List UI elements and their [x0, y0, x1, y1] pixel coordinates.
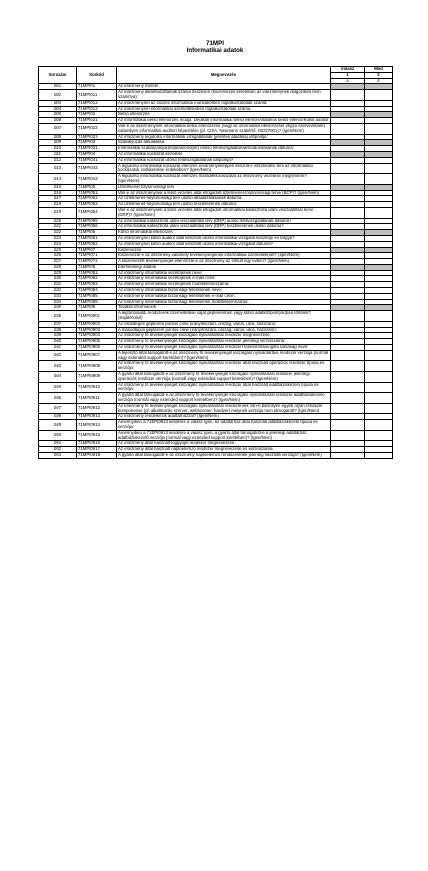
row-description: Az intézménynél az összes informatikai munkakörben foglalkoztatottak száma: [117, 100, 331, 106]
row-code: 71MPI04 [77, 151, 117, 157]
row-number: 003 [39, 100, 77, 106]
table-row [39, 420, 393, 431]
row-code: 71MPI06 [77, 230, 117, 236]
row-number: 030 [39, 276, 77, 282]
row-description: Az intézmény fő tevékenységét kiszolgáló nyilvántartási rendszer jelenlegi verziószáma: [117, 339, 331, 345]
mode-cell [365, 123, 393, 134]
row-description: Van-e az intézménynek a felső vezetés által elfogadott informatikai katasztrófa utáni visszaállítási terve (DRP)? (Igen/Nem) [117, 207, 331, 218]
row-code: 71MPI05 [77, 184, 117, 190]
row-number: 040 [39, 339, 77, 345]
row-description: Az informatikai katasztrófa utáni visszaállítási terv (DRP) utolsó felülvizsgálatának dátuma? [117, 218, 331, 224]
mode-cell [365, 163, 393, 174]
row-code: 71MPI0914 [77, 420, 117, 431]
mode-cell [365, 361, 393, 372]
row-code: 71MPI022 [77, 123, 117, 134]
row-description: Az intézmény informatikai biztonsági felelősének mobiltelefonszáma: [117, 299, 331, 305]
row-number: 011 [39, 151, 77, 157]
row-description: Van-e az intézménynek informatikai belső ellenőrzése (vagy az informatika ellenőrzését végző szervezetnek) valamilyen informatikai auditori képesítése (pl. CISA, Neumann szakértő, ISO27001)? (Igen/Nem) [117, 123, 331, 134]
row-code: 71MPI042 [77, 163, 117, 174]
answer-cell[interactable] [331, 90, 365, 101]
row-code: 71MPI0913 [77, 414, 117, 420]
table-row [39, 452, 393, 458]
mode-cell [365, 382, 393, 393]
row-code: 71MPI0904 [77, 333, 117, 339]
row-code: 71MPI0908 [77, 361, 117, 372]
answer-cell[interactable] [331, 393, 365, 404]
form-page [38, 40, 392, 459]
row-code: 71MPI083 [77, 282, 117, 288]
table-row [39, 90, 393, 101]
row-description: Külső informatikai ellenőrzés [117, 230, 331, 236]
row-number: 046 [39, 393, 77, 404]
table-body [39, 84, 393, 458]
table-row [39, 430, 393, 441]
mode-cell [365, 403, 393, 414]
header-valasz-num: 1 [331, 72, 365, 78]
row-description: Az intézménynél külső auditor által készített utolsó informatikai vizsgálat dátuma? [117, 241, 331, 247]
form-code: 71MPI [206, 40, 224, 47]
row-description: Belső ellenőrzés [117, 112, 331, 118]
row-description: A gyártó által támogatott-e az intézmény naplóelemző rendszerének jelenleg használt verziója? (Igen/Nem) [117, 452, 331, 458]
row-number: 035 [39, 305, 77, 311]
row-code: 71MPI054 [77, 207, 117, 218]
row-number: 053 [39, 452, 77, 458]
answer-cell[interactable] [331, 372, 365, 383]
table-row [39, 350, 393, 361]
row-description: Amennyiben a 71EPI0913 kérdésre a válasz Igen, a gyártó által támogatott-e a jelenlegi adattárház adatbáziskezelő verziója (normál vagy extended support keretében)? (Igen/Nem) [117, 430, 331, 441]
row-number: 027 [39, 259, 77, 265]
row-code: 71MPI0915 [77, 430, 117, 441]
row-number: 002 [39, 90, 77, 101]
row-number: 019 [39, 207, 77, 218]
row-description: Kiszervezte-e az intézmény valamely tevékenységének informatikai üzemeltetését? (Igen/Nem) [117, 253, 331, 259]
row-code: 71MPI0911 [77, 393, 117, 404]
row-description: Az elsődleges gépterem pontos címe (irányítószám, ország, város, utca, házszám): [117, 321, 331, 327]
row-code: 71MPI012 [77, 100, 117, 106]
row-code: 71MPI062 [77, 241, 117, 247]
row-code: 71MPI07 [77, 247, 117, 253]
row-code: 71MPI0907 [77, 350, 117, 361]
row-description: Az intézmény által használt naplóelemző rendszer megnevezése és verziószáma: [117, 447, 331, 453]
table-row [39, 372, 393, 383]
row-code: 71MPI031 [77, 146, 117, 152]
row-description: Az intézmény informatikai vezetőjének mobiltelefonszáma: [117, 282, 331, 288]
row-description: Amennyiben a 71EPI0913 kérdésre a válasz Igen, az adattárház által használt adatbáziskezelő típusa és verziója: [117, 420, 331, 431]
row-code: 71MPI085 [77, 293, 117, 299]
row-description: Az intézmény fő tevékenységét kiszolgáló nyilvántartási rendszer által használt adatbáziskezelő típusa és verziója: [117, 382, 331, 393]
row-description: Az üzletmenet-folytonossági terv utolsó tesztelésének dátuma: [117, 202, 331, 208]
row-description: Az informatikai belső ellenőrzés módja: Dedikált informatikai belső ellenőr/Általános belső ellenőr/Külső auditor [118, 117, 329, 123]
header-valasz-letter: a [331, 78, 365, 84]
row-code: 71MPI056 [77, 224, 117, 230]
row-number: 007 [39, 123, 77, 134]
row-number: 042 [39, 350, 77, 361]
answer-cell[interactable] [331, 403, 365, 414]
row-description: Az intézmény informatikai biztonsági felelősének neve: [117, 288, 331, 294]
row-number: 017 [39, 196, 77, 202]
row-code: 71MPI081 [77, 270, 117, 276]
header-mod-letter: z [365, 78, 393, 84]
row-code: 71MPI021 [77, 118, 117, 124]
row-number: 026 [39, 253, 77, 259]
row-number: 033 [39, 293, 77, 299]
row-code: 71MPI043 [77, 174, 117, 185]
row-code: 71MPI08 [77, 264, 117, 270]
row-description: Az intézmény informatikai biztonsági felelősének e-mail címe: [117, 293, 331, 299]
row-description: Elérhetőségi adatok [117, 264, 331, 270]
row-code: 71MPI0910 [77, 382, 117, 393]
row-code: 71MPI0906 [77, 345, 117, 351]
mode-cell [365, 90, 393, 101]
row-number: 052 [39, 447, 77, 453]
row-description: A gyártó által támogatott-e az intézmény fő tevékenységét kiszolgáló nyilvántartási rendszer jelenlegi operációs rendszer verziója (normál vagy extended support keretében)? (Igen/Nem) [117, 372, 331, 383]
row-number: 048 [39, 414, 77, 420]
answer-cell[interactable] [331, 174, 365, 185]
table-row [39, 174, 393, 185]
row-number: 051 [39, 441, 77, 447]
answer-cell[interactable] [331, 361, 365, 372]
row-code: 71MPI061 [77, 235, 117, 241]
row-number: 005 [39, 112, 77, 118]
answer-cell[interactable] [331, 350, 365, 361]
row-code: 71MPI0902 [77, 321, 117, 327]
row-number: 034 [39, 299, 77, 305]
table-row [39, 207, 393, 218]
row-number: 021 [39, 224, 77, 230]
mode-cell [365, 350, 393, 361]
row-code: 71MPI0918 [77, 452, 117, 458]
row-code: 71MPI071 [77, 253, 117, 259]
row-number: 028 [39, 264, 77, 270]
row-code: 71MPI0912 [77, 403, 117, 414]
row-number: 001 [39, 84, 77, 90]
data-table [38, 66, 393, 459]
answer-cell[interactable] [331, 123, 365, 134]
row-number: 015 [39, 184, 77, 190]
row-code: 71MPI0917 [77, 447, 117, 453]
table-row [39, 311, 393, 322]
answer-cell[interactable] [331, 382, 365, 393]
row-description: A gyártó által támogatott-e az intézmény fő tevékenységét kiszolgáló nyilvántartási rendszer adatbáziskezelő verziója (normál vagy extended support keretében)? (Igen/Nem) [117, 393, 331, 404]
row-description: A fejlesztő által támogatott-e az intézmény fő tevékenységét kiszolgáló nyilvántartási rendszer verziója (normál vagy extended support keretében)? (Igen/Nem) [117, 350, 331, 361]
row-number: 037 [39, 321, 77, 327]
answer-cell[interactable] [331, 207, 365, 218]
row-number: 012 [39, 157, 77, 163]
row-number: 050 [39, 430, 77, 441]
row-number: 018 [39, 202, 77, 208]
form-subtitle: Informatikai adatok [186, 47, 244, 54]
row-description: A másodlagos gépterem pontos címe (irányítószám, ország, város, utca, házszám): [117, 327, 331, 333]
row-code: 71MPI03 [77, 140, 117, 146]
row-description: Van-e az intézménynek a felső vezetés által elfogadott üzletmenet-folytonossági terve (BCP)? (Igen/Nem) [117, 190, 331, 196]
row-number: 038 [39, 327, 77, 333]
row-code: 71MPI084 [77, 288, 117, 294]
row-code: 71MPI023 [77, 134, 117, 140]
mode-cell [365, 420, 393, 431]
row-number: 031 [39, 282, 77, 288]
row-code: 71MPI011 [77, 90, 117, 101]
row-description: A legutolsó informatikai kockázat elemzés maradékkockázatát az intézmény vezetése megismerte? (Igen/Nem) [117, 174, 331, 185]
header-valasz: Válasz [331, 67, 365, 73]
row-description: Informatikai szabályzat(ok)/eljárásrend(ek) utolsó felülvizsgálatának/módosításának dátuma: [117, 146, 331, 152]
row-number: 029 [39, 270, 77, 276]
row-description: Az intézmény legutolsó informatikai vizsgálatának (jelentés átadása) időpontja: [117, 134, 331, 140]
row-description: Az üzletmenet-folytonossági terv utolsó aktualizálásának dátuma: [117, 196, 331, 202]
answer-cell[interactable] [331, 452, 365, 458]
row-description: Szabályozás aktualitása [117, 140, 331, 146]
mode-cell [365, 311, 393, 322]
row-number: 008 [39, 134, 77, 140]
row-description: A legutolsó informatikai kockázat elemzés eredményeképpen készült-e intézkedési terv az informatikai kockázatok csökkentése érdekében? (Igen/Nem) [117, 163, 331, 174]
header-mod-num: 2 [365, 72, 393, 78]
row-code: 71MPI0916 [77, 441, 117, 447]
row-code: 71MPI0905 [77, 339, 117, 345]
row-description: Üzletmenet folytonossági terv [117, 184, 331, 190]
row-code: 71MPI053 [77, 202, 117, 208]
row-description: Az intézmény fő tevékenységét kiszolgáló nyilvántartási rendszer által használt operációs rendszer típusa és verziója: [117, 361, 331, 372]
row-description: További információk [117, 305, 331, 311]
row-code: 71MPI052 [77, 196, 117, 202]
row-code: 71MPI0901 [77, 311, 117, 322]
row-description: Az intézmény fő tevékenységét kiszolgáló nyilvántartási rendszernek van-e bármilyen egyéb olyan rendszer komponense (pl. alkalmazás szerver, webszerver, hardver) melynek verziója nem támogatott? (Igen/Nem) [117, 403, 331, 414]
row-description: Az intézmény informatikai vezetőjének e-mail címe: [117, 276, 331, 282]
row-number: 024 [39, 241, 77, 247]
mode-cell [365, 452, 393, 458]
row-number: 039 [39, 333, 77, 339]
row-description: Az intézmény informatikai vezetőjének neve: [117, 270, 331, 276]
row-number: 023 [39, 235, 77, 241]
table-row [39, 123, 393, 134]
row-code: 71MPI072 [77, 259, 117, 265]
row-code: 71MPI041 [77, 157, 117, 163]
row-description: A kiszervezett tevékenységet ellenőrizte-e az intézmény az elmúlt egy évben? (Igen/Nem) [117, 259, 331, 265]
row-number: 032 [39, 288, 77, 294]
row-description: Az intézménynél külső auditor által készített utolsó informatikai vizsgálat készítője és tárgya? [117, 235, 331, 241]
mode-cell [365, 207, 393, 218]
row-number: 013 [39, 163, 77, 174]
row-number: 025 [39, 247, 77, 253]
row-number: 009 [39, 140, 77, 146]
row-number: 016 [39, 190, 77, 196]
row-number: 041 [39, 345, 77, 351]
row-code: 71MPI02 [77, 112, 117, 118]
row-description: Az informatikai katasztrófa utáni visszaállítási terv (DRP) tesztelésének utolsó dátuma? [117, 224, 331, 230]
mode-cell [365, 430, 393, 441]
row-number: 022 [39, 230, 77, 236]
header-sorszam: Sorszám [39, 67, 77, 84]
row-description: Az intézmény mérete [117, 84, 331, 90]
row-number: 044 [39, 372, 77, 383]
table-row [39, 163, 393, 174]
header-mod: Mód [365, 67, 393, 73]
row-description: Az informatikai kockázat kezelése [117, 151, 331, 157]
row-code: 71MPI013 [77, 106, 117, 112]
row-code: 71MPI0903 [77, 327, 117, 333]
row-description: Az informatikai kockázat utolsó felülvizsgálatának időpontja? [117, 157, 331, 163]
row-number: 014 [39, 174, 77, 185]
row-number: 020 [39, 218, 77, 224]
answer-cell[interactable] [331, 430, 365, 441]
mode-cell [365, 372, 393, 383]
row-description: Az intézmény fő tevékenységét kiszolgáló nyilvántartási rendszert fejlesztő/támogató társaság neve: [117, 345, 331, 351]
row-code: 71MPI086 [77, 299, 117, 305]
row-code: 71MPI01 [77, 84, 117, 90]
table-row [39, 382, 393, 393]
header-sorkod: Sorkód [77, 67, 117, 84]
row-description: Az intézmény rendelkezik adattárházzal? (Igen/Nem) [117, 414, 331, 420]
mode-cell [365, 174, 393, 185]
header-megnevezes: Megnevezés [117, 67, 331, 84]
row-description: Az intézmény által használt loggyűjtő rendszer megnevezése: [117, 441, 331, 447]
row-number: 036 [39, 311, 77, 322]
row-description: Az intézménynél informatikai üzemeltetésben foglalkoztatottak száma: [117, 106, 331, 112]
row-code: 71MPI082 [77, 276, 117, 282]
table-row [39, 361, 393, 372]
mode-cell [365, 393, 393, 404]
answer-cell[interactable] [331, 163, 365, 174]
row-number: 010 [39, 146, 77, 152]
table-row [39, 393, 393, 404]
table-row [39, 403, 393, 414]
row-description: Az intézmény alkalmazottainak száma összesen (kiszervezés keretében az intézménynek dolgozókat nem számítva): [117, 90, 331, 101]
row-code: 71MPI055 [77, 218, 117, 224]
row-code: 71MPI0909 [77, 372, 117, 383]
row-number: 049 [39, 420, 77, 431]
answer-cell[interactable] [331, 311, 365, 322]
row-number: 043 [39, 361, 77, 372]
row-code: 71MPI09 [77, 305, 117, 311]
row-number: 004 [39, 106, 77, 112]
row-number: 047 [39, 403, 77, 414]
row-description: Kiszervezés [117, 247, 331, 253]
answer-cell[interactable] [331, 420, 365, 431]
row-description: A legfontosabb rendszerek üzemeltetése saját gépteremben vagy külső adatközpont(ok)ban történik? (Saját/Külső) [117, 311, 331, 322]
row-number: 045 [39, 382, 77, 393]
row-number: 006 [39, 118, 77, 124]
row-code: 71MPI051 [77, 190, 117, 196]
form-title [38, 40, 392, 54]
row-description: Az intézmény fő tevékenységét kiszolgáló nyilvántartási rendszer megnevezése: [117, 333, 331, 339]
